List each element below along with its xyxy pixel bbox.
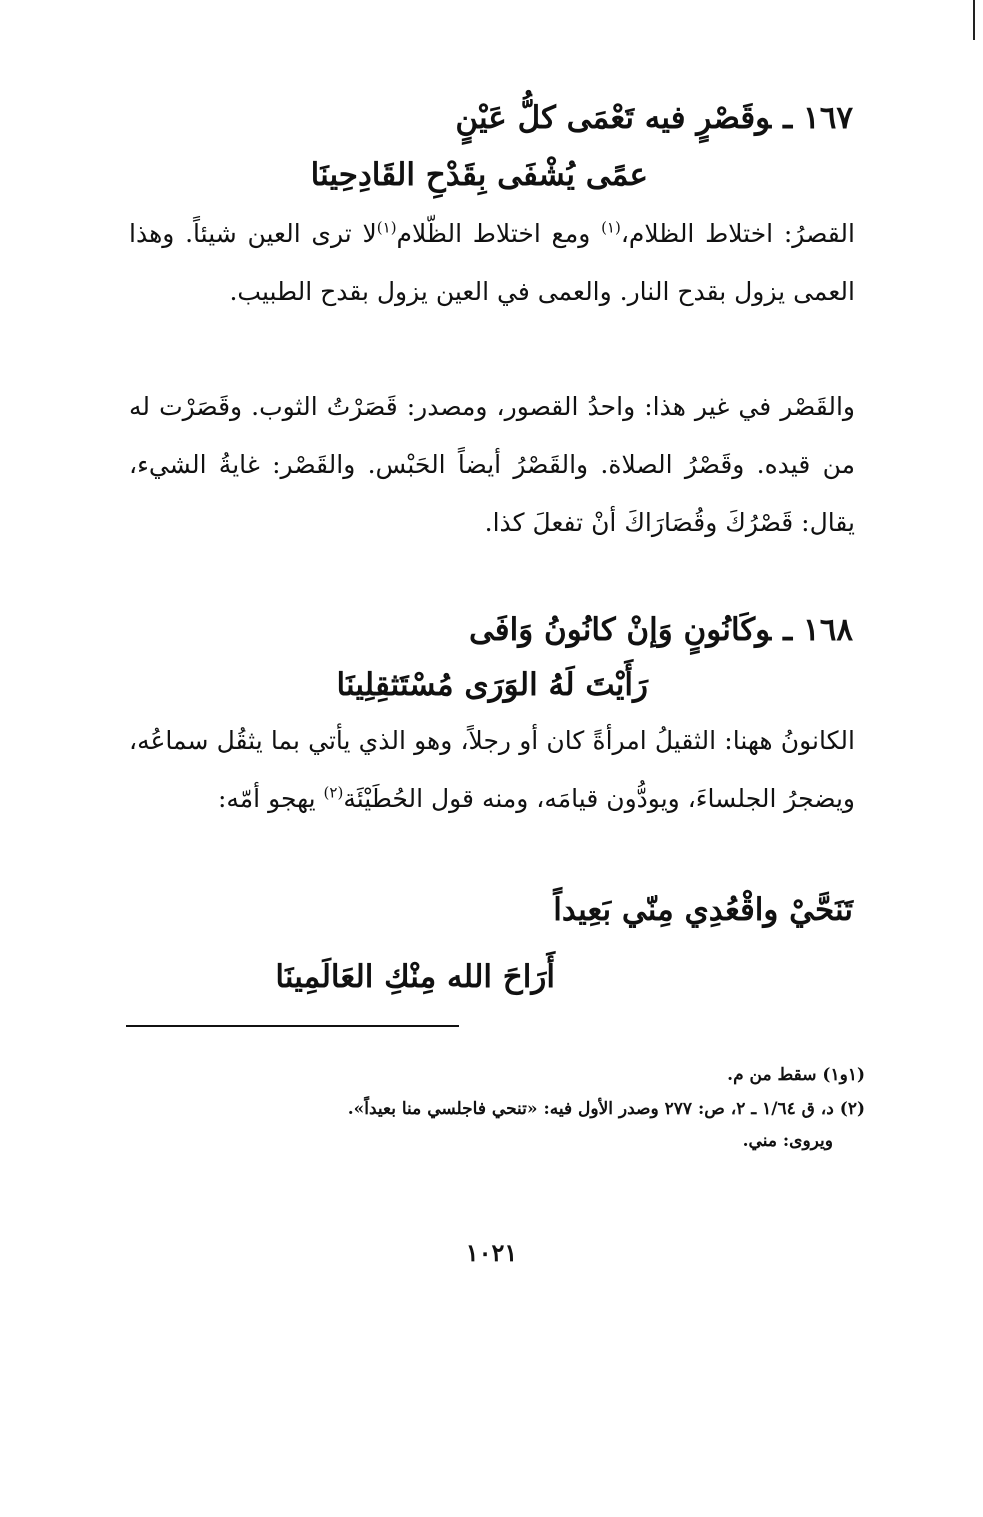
commentary-text: ومع اختلاط الظّلام <box>396 219 602 248</box>
commentary-text: الكانونُ ههنا: الثقيلُ امرأةً كان أو رجلاً، وهو الذي يأتي بما يثقُل سماعُه، ويضجرُ الجلساءَ، ويودُّون قيامَه، ومنه قول الحُطَيْئَة <box>129 726 855 813</box>
verse-number-168: ١٦٨ ـ <box>783 612 853 648</box>
footnote-2: (٢) د، ق ١/٦٤ ـ ٢، ص: ٢٧٧ وصدر الأول فيه: «تنحي فاجلسي منا بعيداً». <box>347 1099 865 1119</box>
page-number: ١٠٢١ <box>465 1238 518 1267</box>
footnote-ref-1: (١) <box>601 218 621 237</box>
verse-167-hemistich-1 <box>455 100 853 136</box>
footnote-ref-1: (١) <box>376 218 397 237</box>
commentary-text: يهجو أمّه: <box>217 784 324 813</box>
commentary-167-para-1 <box>129 205 855 321</box>
commentary-text: لا ترى العين شيئاً. وهذا العمى يزول بقدح النار. والعمى في العين يزول بقدح الطبيب. <box>129 219 855 306</box>
quoted-verse-hemistich-2: أَرَاحَ الله مِنْكِ العَالَمِينَا <box>275 959 555 995</box>
verse-168-line-1-text: وكَانُونٍ وَإنْ كانُونُ وَافَى <box>468 612 772 648</box>
commentary-167-para-2: والقَصْر في غير هذا: واحدُ القصور، ومصدر: قَصَرْتُ الثوب. وقَصَرْت له من قيده. وقَصْرُ الصلاة. والقَصْرُ أيضاً الحَبْس. والقَصْر: غايةُ الشيء، يقال: قَصْرُكَ وقُصَارَاكَ أنْ تفعلَ كذا. <box>129 392 855 537</box>
verse-167-line-1-text: وقَصْرٍ فيه تَعْمَى كلُّ عَيْنٍ <box>455 100 772 136</box>
verse-number-167: ١٦٧ ـ <box>783 100 853 136</box>
commentary-168 <box>129 712 855 828</box>
footnote-separator <box>126 1025 459 1027</box>
footnote-1: (١و١) سقط من م. <box>727 1065 865 1085</box>
quoted-verse-hemistich-1: تَنَحَّيْ واقْعُدِي مِنّي بَعِيداً <box>553 892 853 928</box>
footnote-2-continuation: ويروى: مني. <box>742 1131 833 1151</box>
footnote-ref-2: (٢) <box>323 783 344 802</box>
page-edge-mark <box>973 0 975 40</box>
verse-168-hemistich-2: رَأَيْتَ لَهُ الوَرَى مُسْتَثقِلِينَا <box>336 667 648 703</box>
verse-167-hemistich-2: عمًى يُشْفَى بِقَدْحِ القَادِحِينَا <box>310 157 648 193</box>
commentary-text: القصرُ: اختلاط الظلام، <box>620 219 855 248</box>
verse-168-hemistich-1 <box>468 612 853 648</box>
